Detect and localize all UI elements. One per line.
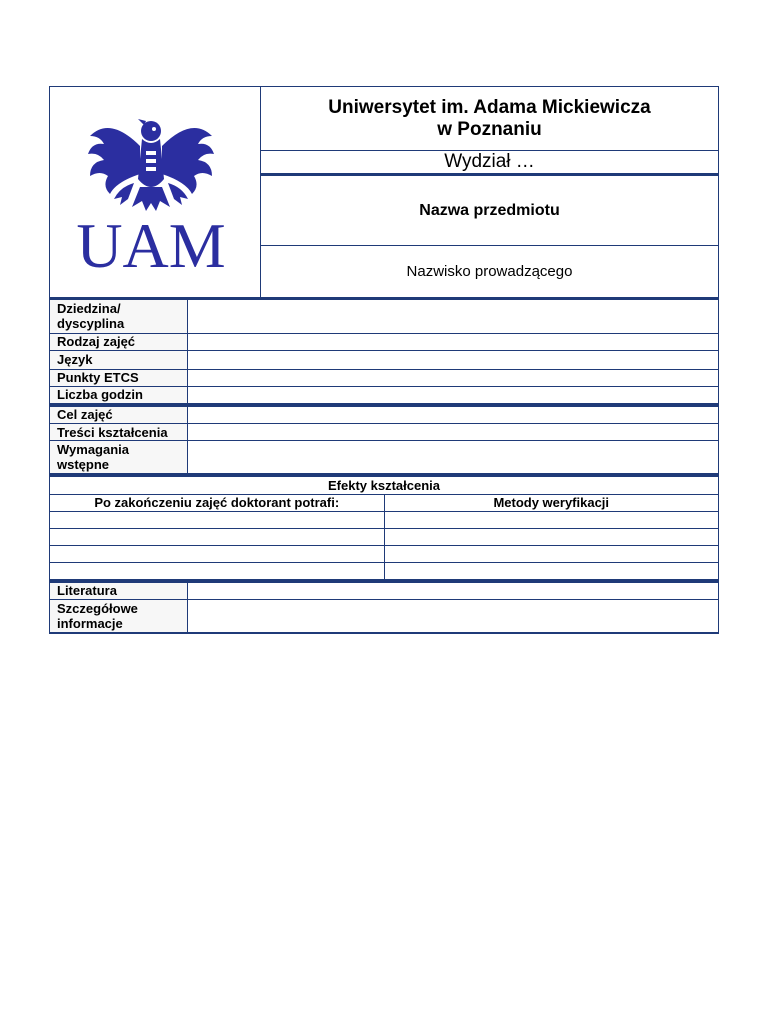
outcomes-section [50,474,718,580]
faculty-field[interactable]: Wydział … [261,151,718,176]
university-title-line2: w Poznaniu [437,118,542,140]
label-details: Szczegółowe informacje [50,600,188,633]
outcome-cell[interactable] [50,545,384,562]
logo-text: UAM [76,210,226,281]
method-cell[interactable] [384,545,718,562]
label-hours: Liczba godzin [50,386,188,403]
uam-eagle-logo-icon [56,91,246,291]
outcomes-col2-header: Metody weryfikacji [384,494,718,511]
course-card-form [49,86,719,634]
label-etcs: Punkty ETCS [50,369,188,386]
table-row [50,545,718,562]
value-literature[interactable] [188,583,719,600]
outcome-cell[interactable] [50,511,384,528]
method-cell[interactable] [384,562,718,579]
course-name-field[interactable]: Nazwa przedmiotu [261,176,718,246]
info-section-b [50,404,718,475]
university-title [261,87,718,151]
outcome-cell[interactable] [50,528,384,545]
info-section-c [50,580,718,634]
table-row [50,562,718,579]
info-section-a [50,297,718,404]
label-language: Język [50,350,188,369]
value-discipline[interactable] [188,300,719,333]
label-goal: Cel zajęć [50,407,188,424]
value-prerequisites[interactable] [188,441,719,474]
value-goal[interactable] [188,407,719,424]
value-etcs[interactable] [188,369,719,386]
outcome-cell[interactable] [50,562,384,579]
label-class-type: Rodzaj zajęć [50,333,188,350]
value-class-type[interactable] [188,333,719,350]
lecturer-name-field[interactable]: Nazwisko prowadzącego [406,263,573,280]
logo-cell [50,87,261,297]
university-title-line1: Uniwersytet im. Adama Mickiewicza [328,96,651,118]
label-discipline: Dziedzina/ dyscyplina [50,300,188,333]
method-cell[interactable] [384,511,718,528]
label-prerequisites: Wymagania wstępne [50,441,188,474]
value-hours[interactable] [188,386,719,403]
outcomes-col1-header: Po zakończeniu zajęć doktorant potrafi: [50,494,384,511]
value-content[interactable] [188,424,719,441]
table-row [50,528,718,545]
label-content: Treści kształcenia [50,424,188,441]
outcomes-title: Efekty kształcenia [50,477,718,494]
value-details[interactable] [188,600,719,633]
method-cell[interactable] [384,528,718,545]
card-header [50,87,718,297]
value-language[interactable] [188,350,719,369]
table-row [50,511,718,528]
label-literature: Literatura [50,583,188,600]
